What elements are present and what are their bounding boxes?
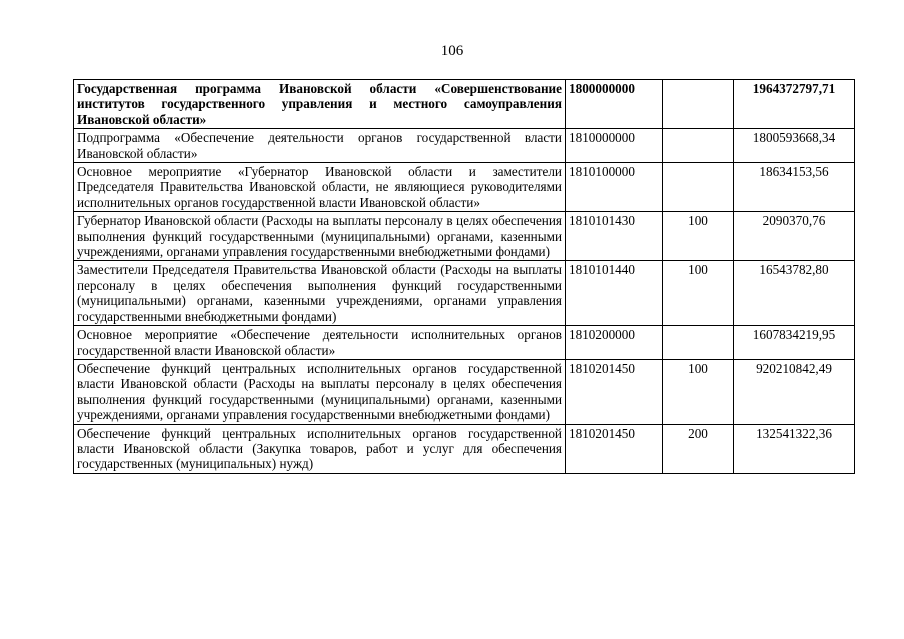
program-name-cell: Основное мероприятие «Обеспечение деятельности исполнительных органов государственной власти Ивановской области»: [74, 326, 566, 360]
target-code-cell: 1810100000: [566, 163, 663, 212]
program-name-cell: Государственная программа Ивановской области «Совершенствование институтов государственного управления и местного самоуправления Ивановской области»: [74, 80, 566, 129]
expense-type-cell: 100: [663, 359, 734, 424]
amount-cell: 1964372797,71: [734, 80, 855, 129]
table-row: [74, 424, 855, 473]
expense-type-cell: [663, 326, 734, 360]
program-name-cell: Заместители Председателя Правительства Ивановской области (Расходы на выплаты персоналу в целях обеспечения выполнения функций государственными (муниципальными) органами, казенными учреждениями, органами управления государственными внебюджетными фондами): [74, 261, 566, 326]
amount-cell: 18634153,56: [734, 163, 855, 212]
table-row: [74, 129, 855, 163]
expense-type-cell: [663, 129, 734, 163]
target-code-cell: 1800000000: [566, 80, 663, 129]
expense-type-cell: [663, 80, 734, 129]
table-row: [74, 261, 855, 326]
target-code-cell: 1810201450: [566, 359, 663, 424]
amount-cell: 16543782,80: [734, 261, 855, 326]
amount-cell: 132541322,36: [734, 424, 855, 473]
target-code-cell: 1810201450: [566, 424, 663, 473]
page-number: 106: [440, 43, 464, 59]
target-code-cell: 1810101430: [566, 212, 663, 261]
table-row: [74, 212, 855, 261]
amount-cell: 1800593668,34: [734, 129, 855, 163]
budget-table: [73, 79, 855, 474]
target-code-cell: 1810200000: [566, 326, 663, 360]
amount-cell: 920210842,49: [734, 359, 855, 424]
expense-type-cell: 100: [663, 261, 734, 326]
table-row: [74, 326, 855, 360]
target-code-cell: 1810000000: [566, 129, 663, 163]
program-name-cell: Подпрограмма «Обеспечение деятельности органов государственной власти Ивановской области»: [74, 129, 566, 163]
program-name-cell: Основное мероприятие «Губернатор Ивановской области и заместители Председателя Правительства Ивановской области, не являющиеся руководителями исполнительных органов государственной власти Ивановской области»: [74, 163, 566, 212]
program-name-cell: Губернатор Ивановской области (Расходы на выплаты персоналу в целях обеспечения выполнения функций государственными (муниципальными) органами, казенными учреждениями, органами управления государственными внебюджетными фондами): [74, 212, 566, 261]
expense-type-cell: 200: [663, 424, 734, 473]
amount-cell: 1607834219,95: [734, 326, 855, 360]
amount-cell: 2090370,76: [734, 212, 855, 261]
expense-type-cell: [663, 163, 734, 212]
table-row: [74, 163, 855, 212]
target-code-cell: 1810101440: [566, 261, 663, 326]
program-name-cell: Обеспечение функций центральных исполнительных органов государственной власти Ивановской области (Расходы на выплаты персоналу в целях обеспечения выполнения функций государственными (муниципальными) органами, казенными учреждениями, органами управления государственными внебюджетными фондами): [74, 359, 566, 424]
program-name-cell: Обеспечение функций центральных исполнительных органов государственной власти Ивановской области (Закупка товаров, работ и услуг для обеспечения государственных (муниципальных) нужд): [74, 424, 566, 473]
expense-type-cell: 100: [663, 212, 734, 261]
table-row: [74, 80, 855, 129]
table-row: [74, 359, 855, 424]
